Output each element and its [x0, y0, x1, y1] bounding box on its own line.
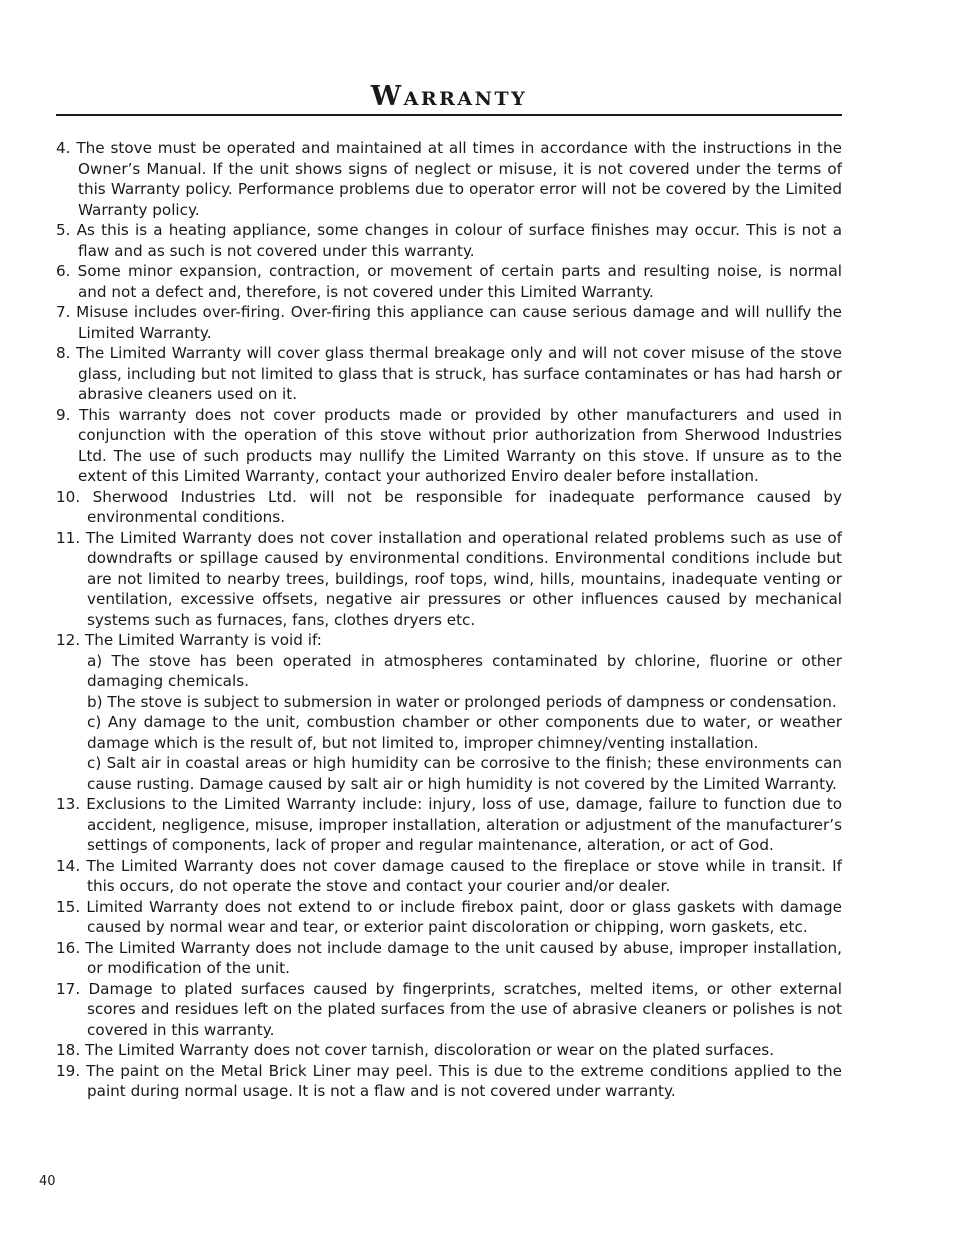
warranty-item-19: 19. The paint on the Metal Brick Liner may peel. This is due to the extreme conditions applied to the paint during normal usage. It is not a flaw and is not covered under warranty. [56, 1061, 842, 1100]
page-title: Warranty [370, 81, 528, 112]
warranty-item-15: 15. Limited Warranty does not extend to or include firebox paint, door or glass gaskets with damage caused by normal wear and tear, or exterior paint discoloration or chipping, worn gaskets, etc. [56, 897, 842, 936]
void-condition-c-salt: c) Salt air in coastal areas or high humidity can be corrosive to the finish; these environments can cause rusting. Damage caused by salt air or high humidity is not covered by the Limited Warranty. [87, 754, 842, 793]
warranty-item-7: 7. Misuse includes over-firing. Over-firing this appliance can cause serious damage and will nullify the Limited Warranty. [56, 303, 842, 342]
page-number: 40 [39, 1174, 56, 1189]
warranty-item-13: 13. Exclusions to the Limited Warranty include: injury, loss of use, damage, failure to function due to accident, negligence, misuse, improper installation, alteration or adjustment of the manufacturer’s settings of components, lack of proper and regular maintenance, alteration, or act of God. [56, 795, 842, 854]
warranty-item-12: 12. The Limited Warranty is void if: [56, 631, 322, 649]
void-condition-b: b) The stove is subject to submersion in water or prolonged periods of dampness or condensation. [87, 692, 837, 711]
warranty-item-9: 9. This warranty does not cover products made or provided by other manufacturers and used in conjunction with the operation of this stove without prior authorization from Sherwood Industries Ltd. The use of such products may nullify the Limited Warranty on this stove. If unsure as to the extent of this Limited Warranty, contact your authorized Enviro dealer before installation. [56, 405, 842, 485]
void-condition-a: a) The stove has been operated in atmospheres contaminated by chlorine, fluorine or other damaging chemicals. [87, 651, 842, 690]
warranty-item-17: 17. Damage to plated surfaces caused by fingerprints, scratches, melted items, or other external scores and residues left on the plated surfaces from the use of abrasive cleaners or polishes is not covered in this warranty. [56, 979, 842, 1039]
warranty-item-10: 10. Sherwood Industries Ltd. will not be responsible for inadequate performance caused by environmental conditions. [56, 487, 842, 526]
warranty-item-14: 14. The Limited Warranty does not cover damage caused to the fireplace or stove while in transit. If this occurs, do not operate the stove and contact your courier and/or dealer. [56, 856, 842, 895]
warranty-item-11: 11. The Limited Warranty does not cover installation and operational related problems such as use of downdrafts or spillage caused by environmental conditions. Environmental conditions include but are not limited to nearby trees, buildings, roof tops, wind, hills, mountains, inadequate venting or ventilation, excessive offsets, negative air pressures or other influences caused by mechanical systems such as furnaces, fans, clothes dryers etc. [56, 528, 842, 629]
warranty-item-4: 4. The stove must be operated and maintained at all times in accordance with the instructions in the Owner’s Manual. If the unit shows signs of neglect or misuse, it is not covered under the terms of this Warranty policy. Performance problems due to operator error will not be covered by the Limited Warranty policy. [56, 139, 842, 219]
warranty-terms [56, 138, 842, 1102]
warranty-item-6: 6. Some minor expansion, contraction, or movement of certain parts and resulting noise, is normal and not a defect and, therefore, is not covered under this Limited Warranty. [56, 262, 842, 301]
title-divider [56, 114, 842, 116]
warranty-item-16: 16. The Limited Warranty does not include damage to the unit caused by abuse, improper installation, or modification of the unit. [56, 938, 842, 977]
warranty-item-8: 8. The Limited Warranty will cover glass thermal breakage only and will not cover misuse of the stove glass, including but not limited to glass that is struck, has surface contaminates or has had harsh or abrasive cleaners used on it. [56, 344, 842, 403]
warranty-item-5: 5. As this is a heating appliance, some changes in colour of surface finishes may occur. This is not a flaw and as such is not covered under this warranty. [56, 221, 842, 260]
void-condition-c-water: c) Any damage to the unit, combustion chamber or other components due to water, or weather damage which is the result of, but not limited to, improper chimney/venting installation. [87, 713, 842, 752]
warranty-item-18: 18. The Limited Warranty does not cover tarnish, discoloration or wear on the plated surfaces. [56, 1041, 775, 1059]
